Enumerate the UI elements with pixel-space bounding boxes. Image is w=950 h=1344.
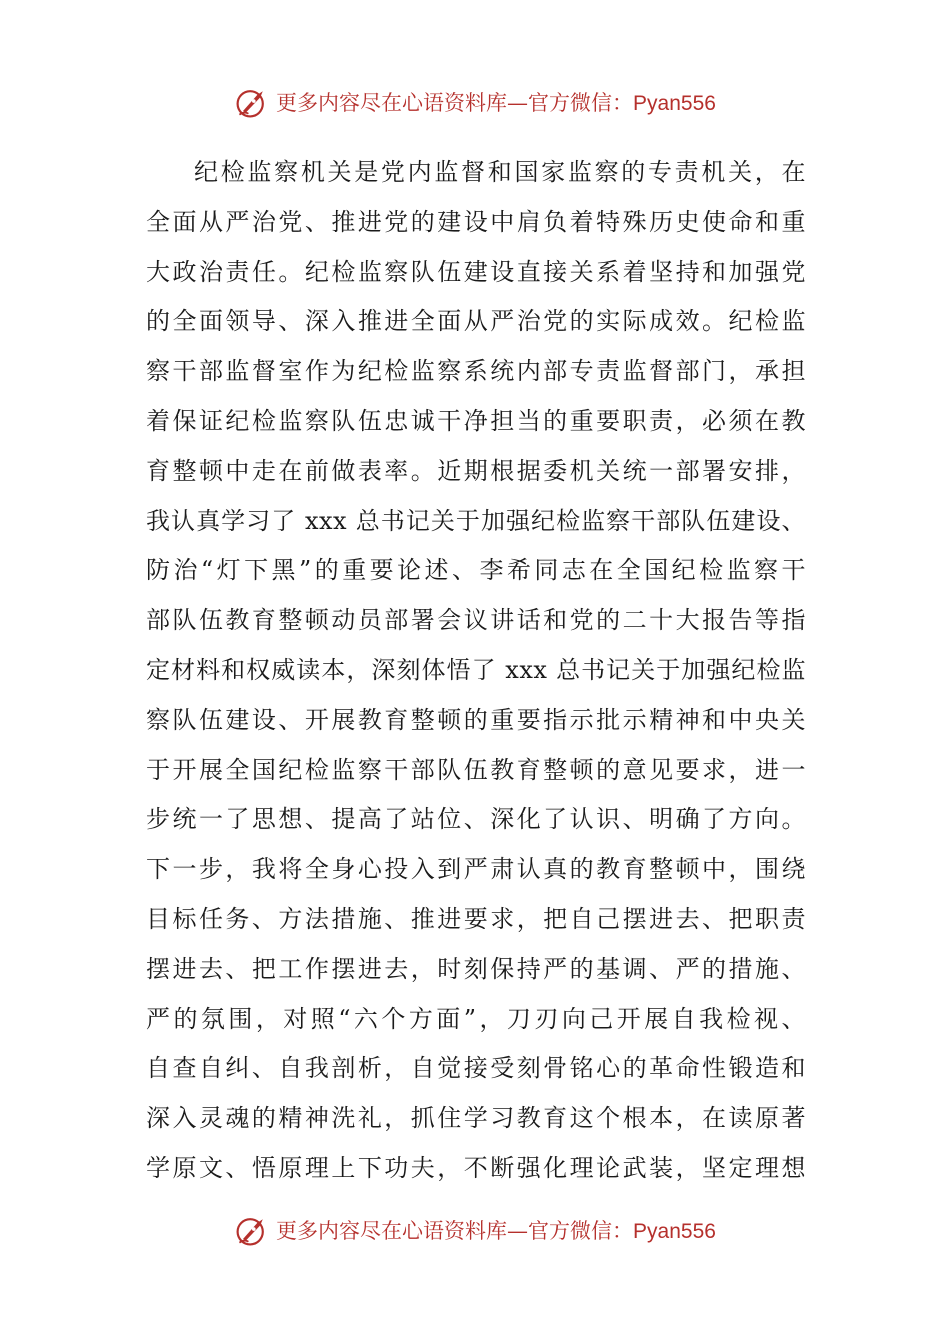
body-line: 自查自纠、自我剖析，自觉接受刻骨铭心的革命性锻造和 bbox=[146, 1054, 806, 1083]
body-line: 纪检监察机关是党内监督和国家监察的专责机关，在 bbox=[194, 158, 806, 186]
watermark-site-text: 更多内容尽在心语资料库 bbox=[276, 1219, 508, 1243]
document-body bbox=[146, 148, 806, 1194]
footer-watermark bbox=[0, 1208, 950, 1252]
watermark-dash: — bbox=[507, 1219, 529, 1243]
watermark-dash: — bbox=[507, 91, 529, 115]
watermark-text bbox=[276, 87, 716, 117]
body-line: 严的氛围，对照“六个方面”，刀刃向己开展自我检视、 bbox=[146, 1004, 806, 1033]
body-line: 学原文、悟原理上下功夫，不断强化理论武装，坚定理想 bbox=[146, 1153, 806, 1182]
pen-nib-circle-icon bbox=[234, 84, 270, 120]
body-line: 下一步，我将全身心投入到严肃认真的教育整顿中，围绕 bbox=[146, 855, 806, 884]
watermark-wechat-label: 官方微信： bbox=[528, 91, 634, 115]
watermark-wechat-label: 官方微信： bbox=[528, 1219, 634, 1243]
body-line: 的全面领导、深入推进全面从严治党的实际成效。纪检监 bbox=[146, 307, 806, 336]
body-line: 目标任务、方法措施、推进要求，把自己摆进去、把职责 bbox=[146, 904, 806, 933]
watermark-text bbox=[276, 1215, 716, 1245]
body-line: 于开展全国纪检监察干部队伍教育整顿的意见要求，进一 bbox=[146, 755, 806, 784]
watermark-site-text: 更多内容尽在心语资料库 bbox=[276, 91, 508, 115]
body-line: 着保证纪检监察队伍忠诚干净担当的重要职责，必须在教 bbox=[146, 406, 806, 435]
body-line: 定材料和权威读本，深刻体悟了 xxx 总书记关于加强纪检监 bbox=[146, 655, 806, 684]
watermark-wechat-id: Pyan556 bbox=[633, 1220, 716, 1243]
body-line: 摆进去、把工作摆进去，时刻保持严的基调、严的措施、 bbox=[146, 954, 806, 983]
body-line: 育整顿中走在前做表率。近期根据委机关统一部署安排， bbox=[146, 456, 806, 485]
body-line: 全面从严治党、推进党的建设中肩负着特殊历史使命和重 bbox=[146, 207, 806, 236]
body-line: 防治“灯下黑”的重要论述、李希同志在全国纪检监察干 bbox=[146, 556, 806, 585]
body-line: 部队伍教育整顿动员部署会议讲话和党的二十大报告等指 bbox=[146, 606, 806, 635]
body-line: 大政治责任。纪检监察队伍建设直接关系着坚持和加强党 bbox=[146, 257, 806, 286]
pen-nib-circle-icon bbox=[234, 1212, 270, 1248]
body-line: 察干部监督室作为纪检监察系统内部专责监督部门，承担 bbox=[146, 357, 806, 386]
body-line: 步统一了思想、提高了站位、深化了认识、明确了方向。 bbox=[146, 805, 806, 834]
watermark-wechat-id: Pyan556 bbox=[633, 92, 716, 115]
header-watermark bbox=[0, 80, 950, 124]
body-line: 我认真学习了 xxx 总书记关于加强纪检监察干部队伍建设、 bbox=[146, 506, 806, 535]
body-line: 察队伍建设、开展教育整顿的重要指示批示精神和中央关 bbox=[146, 705, 806, 734]
body-line: 深入灵魂的精神洗礼，抓住学习教育这个根本，在读原著 bbox=[146, 1104, 806, 1133]
